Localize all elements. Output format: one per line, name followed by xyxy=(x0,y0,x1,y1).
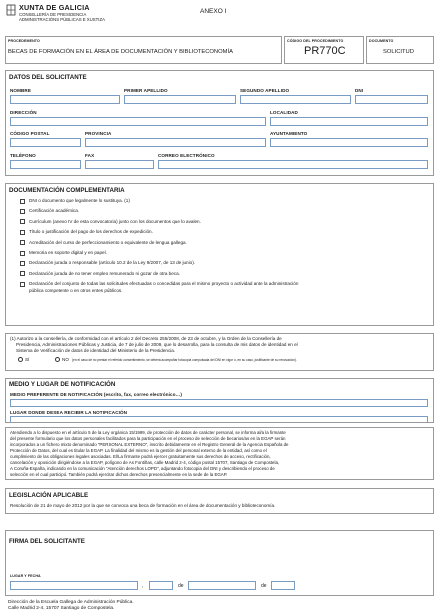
ayuntamiento-field[interactable] xyxy=(270,138,428,147)
sign-de2: de xyxy=(261,583,267,589)
nombre-label: NOMBRE xyxy=(10,88,32,93)
auth-line3: Sistema de Verificación de datos de identidad del Ministerio de la Presidencia. xyxy=(16,348,176,353)
apellido1-field[interactable] xyxy=(124,95,236,104)
dni-label: DNI xyxy=(355,88,364,93)
privacy-line: A Coruña-España, indicando en la comunicación "Atención derechos LOPD", adjuntando fotocopia del DNI y describiendo el proceso de xyxy=(10,466,275,471)
preferred-label: MEDIO PREFERENTE DE NOTIFICACIÓN (escrito, fax, correo electrónico…) xyxy=(10,392,182,397)
email-field[interactable] xyxy=(158,160,428,169)
privacy-line: incorporados a un fichero mixto denominado "PERSONAL EXTERNO", inscrito debidamente en el Registro General de la Agencia Española de xyxy=(10,442,289,447)
auth-no-label: NO xyxy=(62,357,69,362)
sign-year-field[interactable] xyxy=(271,581,295,590)
doc-checkbox[interactable] xyxy=(20,240,25,245)
procedure-code-label: CÓDIGO DEL PROCEDIMIENTO xyxy=(287,39,344,43)
fax-label: FAX xyxy=(85,153,95,158)
sign-day-field[interactable] xyxy=(149,581,173,590)
legislation-section-title: LEGISLACIÓN APLICABLE xyxy=(9,492,89,499)
doc-item-label: Currículum (anexo IV de esta convocatoria) junto con los documentos que lo avalen. xyxy=(29,218,201,224)
auth-line1: (1) Autorizo a la consellería, de conformidad con el artículo 2 del Decreto 255/2008, de 23 de octubre, y la Orden de la Consellería de xyxy=(10,336,282,341)
privacy-line: cumplimiento de las obligaciones legales asociadas. El/La firmante podrá ejercer gratuitamente sus derechos de acceso, rectificación, xyxy=(10,454,271,459)
document-type: SOLICITUD xyxy=(383,49,414,55)
provincia-label: PROVINCIA xyxy=(85,131,112,136)
dept-line1: CONSELLERÍA DE PRESIDENCIA xyxy=(19,12,87,17)
auth-yes-radio[interactable] xyxy=(18,357,23,362)
auth-no-radio[interactable] xyxy=(55,357,60,362)
doc-item-label: Acreditación del curso de perfeccionamiento o equivalente de lengua gallega. xyxy=(29,239,187,245)
doc-checkbox[interactable] xyxy=(20,209,25,214)
footer-line2: Calle Madrid 2-4, 15707 Santiago de Compostela. xyxy=(8,606,115,611)
direccion-field[interactable] xyxy=(10,117,266,126)
email-label: CORREO ELECTRÓNICO xyxy=(158,153,215,158)
doc-checkbox[interactable] xyxy=(20,219,25,224)
procedure-code: PR770C xyxy=(304,45,346,57)
procedure-title: BECAS DE FORMACIÓN EN EL ÁREA DE DOCUMENTACIÓN Y BIBLIOTECONOMÍA xyxy=(8,49,233,55)
doc-item-label: DNI o documento que legalmente lo sustituya. (1) xyxy=(29,198,130,203)
auth-no-note: (en el caso de no prestar el referido consentimiento, se deberá acompañar fotocopia compulsada del DNI en vigor o, en su caso, justificante de su renovación). xyxy=(72,357,297,362)
doc-checkbox[interactable] xyxy=(20,230,25,235)
sign-place-field[interactable] xyxy=(10,581,138,590)
dept-line2: ADMINISTRACIÓNS PÚBLICAS E XUSTIZA xyxy=(19,17,105,22)
procedure-label: PROCEDEMENTO xyxy=(8,39,40,43)
doc-checkbox[interactable] xyxy=(20,261,25,266)
place-label: LUGAR DONDE DESEA RECIBIR LA NOTIFICACIÓN xyxy=(10,410,128,415)
xunta-emblem-icon xyxy=(6,4,16,16)
legislation-text: Resolución de 21 de mayo de 2012 por la que se convoca una beca de formación en el área de documentación y biblioteconomía. xyxy=(10,503,276,508)
doc-checkbox[interactable] xyxy=(20,251,25,256)
place-date-label: LUGAR Y FECHA xyxy=(10,574,41,578)
apellido1-label: PRIMER APELLIDO xyxy=(124,88,168,93)
auth-line2: Presidencia, Administraciones Públicas y Justicia, de 7 de julio de 2009, que lo desarrolla, para la consulta de mis datos de identidad en el xyxy=(16,342,298,347)
provincia-field[interactable] xyxy=(85,138,266,147)
doc-item-label: Título o justificación del pago de los derechos de expedición. xyxy=(29,229,153,235)
apellido2-label: SEGUNDO APELLIDO xyxy=(240,88,290,93)
cp-field[interactable] xyxy=(10,138,81,147)
sign-de1: de xyxy=(178,583,184,589)
localidad-field[interactable] xyxy=(270,117,428,126)
nombre-field[interactable] xyxy=(10,95,120,104)
direccion-label: DIRECCIÓN xyxy=(10,110,37,115)
localidad-label: LOCALIDAD xyxy=(270,110,298,115)
annex-label: ANEXO I xyxy=(200,8,227,15)
telefono-label: TELÉFONO xyxy=(10,153,36,158)
doc-item-last-line2: pública competente o en otros entes públicos. xyxy=(29,288,123,293)
logo-text: XUNTA DE GALICIA xyxy=(19,3,90,12)
doc-item-last-line1: Declaración del conjunto de todas las solicitudes efectuadas o concedidas para el mismo proyecto o actividad ante la administración xyxy=(29,281,299,286)
notification-section-title: MEDIO Y LUGAR DE NOTIFICACIÓN xyxy=(9,381,116,388)
privacy-line: selección en el cual participó. También podrá ejercitar dichos derechos presencialmente en la sede de la EGAP. xyxy=(10,472,228,477)
sign-month-field[interactable] xyxy=(188,581,256,590)
telefono-field[interactable] xyxy=(10,160,81,169)
doc-item-label: Declaración jurada de no tener empleo remunerado ni gozar de otra beca. xyxy=(29,270,180,276)
privacy-line: Protección de Datos, del cual es titular la EGAP. La finalidad del mismo es la gestión del personal externo de la entidad, así como el xyxy=(10,448,267,453)
apellido2-field[interactable] xyxy=(240,95,351,104)
ayuntamiento-label: AYUNTAMIENTO xyxy=(270,131,308,136)
privacy-line: del presente formulario que los datos personales facilitados para la participación en el proceso de selección de becarios/as en la EGAP serán xyxy=(10,436,286,441)
applicant-section-title: DATOS DEL SOLICITANTE xyxy=(9,74,87,81)
signature-section-title: FIRMA DEL SOLICITANTE xyxy=(9,538,85,545)
doc-checkbox-last[interactable] xyxy=(20,282,25,287)
privacy-line: cancelación y oposición dirigiéndose a la EGAP, polígono de As Fontiñas, calle Madrid 2-4, código postal 15707, Santiago de Compostela, xyxy=(10,460,280,465)
doc-checkbox[interactable] xyxy=(20,199,25,204)
doc-item-label: Memoria en soporte digital y en papel. xyxy=(29,250,107,255)
privacy-line: Atendiendo a lo dispuesto en el artículo 5 de la Ley orgánica 15/1999, de protección de datos de carácter personal, se informa al/a la firmante xyxy=(10,430,286,435)
dni-field[interactable] xyxy=(355,95,428,104)
doc-checkbox[interactable] xyxy=(20,271,25,276)
doc-item-label: Certificación académica. xyxy=(29,208,80,214)
place-field[interactable] xyxy=(10,416,428,422)
documentation-section-title: DOCUMENTACIÓN COMPLEMENTARIA xyxy=(9,187,125,194)
auth-yes-label: SÍ xyxy=(25,357,30,362)
document-label: DOCUMENTO xyxy=(369,39,394,43)
doc-item-label: Declaración jurada o responsable (artículo 10.2 de la Ley 9/2007, de 13 de junio). xyxy=(29,260,195,266)
preferred-field[interactable] xyxy=(10,399,428,407)
sign-sep1: , xyxy=(142,583,144,589)
footer-line1: Dirección de la Escuela Gallega de Administración Pública. xyxy=(8,600,134,605)
xunta-logo xyxy=(6,3,116,25)
fax-field[interactable] xyxy=(85,160,154,169)
cp-label: CÓDIGO POSTAL xyxy=(10,131,50,136)
